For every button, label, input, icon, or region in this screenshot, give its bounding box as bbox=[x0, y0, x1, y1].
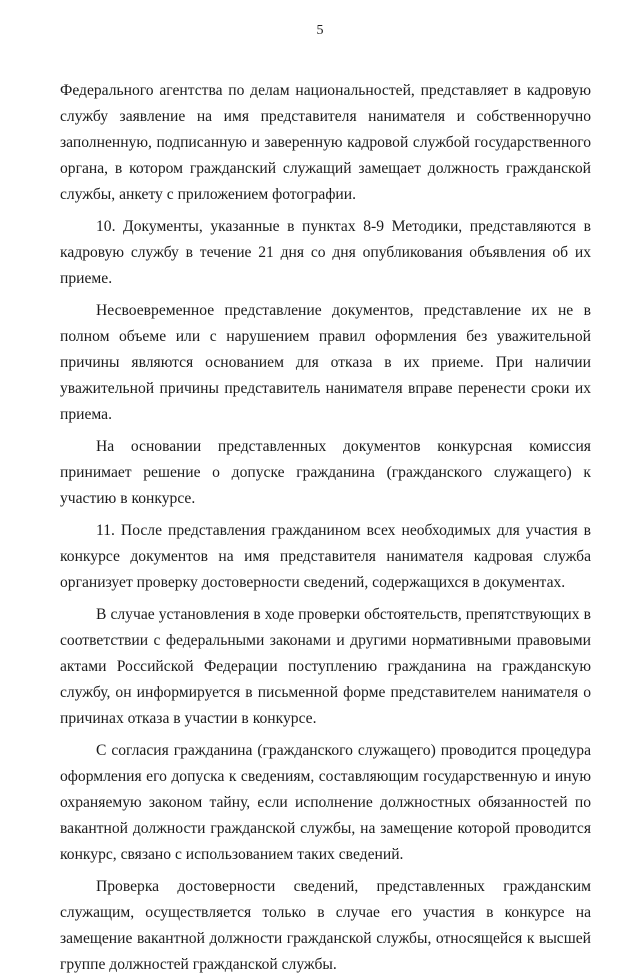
paragraph-item-11: 11. После представления гражданином всех необходимых для участия в конкурсе документов на имя представителя нанимателя кадровая служба организует проверку достоверности сведений, содержащихся в документах. bbox=[60, 522, 591, 591]
paragraph-continuation: Федерального агентства по делам национальностей, представляет в кадровую службу заявление на имя представителя нанимателя и собственноручно заполненную, подписанную и заверенную кадровой службой государственного органа, в котором гражданский служащий замещает должность гражданской службы, анкету с приложением фотографии. bbox=[60, 82, 591, 203]
paragraph-item-10: 10. Документы, указанные в пунктах 8-9 Методики, представляются в кадровую службу в течение 21 дня со дня опубликования объявления об их приеме. bbox=[60, 218, 591, 287]
document-body bbox=[60, 78, 591, 978]
paragraph-refusal-notice: В случае установления в ходе проверки обстоятельств, препятствующих в соответствии с федеральными законами и другими нормативными правовыми актами Российской Федерации поступлению гражданина на гражданскую службу, он информируется в письменной форме представителем нанимателя о причинах отказа в участии в конкурсе. bbox=[60, 606, 591, 727]
paragraph-late-submission: Несвоевременное представление документов, представление их не в полном объеме или с нарушением правил оформления без уважительной причины являются основанием для отказа в их приеме. При наличии уважительной причины представитель нанимателя вправе перенести сроки их приема. bbox=[60, 302, 591, 423]
paragraph-admission-decision: На основании представленных документов конкурсная комиссия принимает решение о допуске гражданина (гражданского служащего) к участию в конкурсе. bbox=[60, 438, 591, 507]
paragraph-secrecy-clearance: С согласия гражданина (гражданского служащего) проводится процедура оформления его допуска к сведениям, составляющим государственную и иную охраняемую законом тайну, если исполнение должностных обязанностей по вакантной должности гражданской службы, на замещение которой проводится конкурс, связано с использованием таких сведений. bbox=[60, 742, 591, 863]
page-number: 5 bbox=[316, 23, 324, 38]
paragraph-verification-scope: Проверка достоверности сведений, представленных гражданским служащим, осуществляется только в случае его участия в конкурсе на замещение вакантной должности гражданской службы, относящейся к высшей группе должностей гражданской службы. bbox=[60, 878, 591, 973]
